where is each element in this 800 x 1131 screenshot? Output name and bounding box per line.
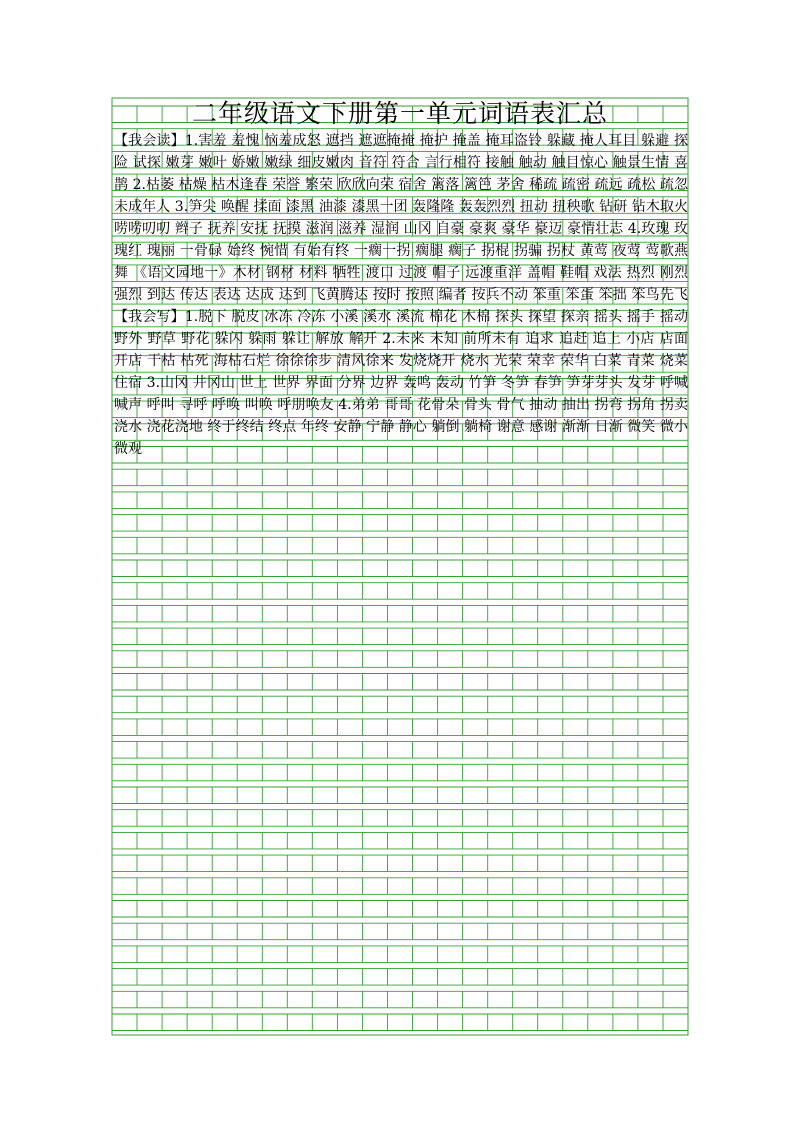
vocabulary-text: 【我会读】1.害羞 羞愧 恼羞成怒 遮挡 遮遮掩掩 掩护 掩盖 掩耳盗铃 躲藏 掩人耳目 躲避 探险 试探 嫩芽 嫩叶 娇嫩 嫩绿 细皮嫩肉 音符 符合 言行相符 接触 触动 触目惊心 触景生情 喜鹊 2.枯萎 枯燥 枯木逢春 荣誉 繁荣 欣欣向荣 宿舍 篱落 篱笆 茅舍 稀疏 疏密 疏远 疏松 疏忽 未成年人 3.笋尖 唤醒 揉面 漆黑 油漆 漆黑一团 轰隆隆 轰轰烈烈 扭动 扭秧歌 钻研 钻木取火 唠唠叨叨 辫子 抚养 安抚 抚摸 滋润 滋养 湿润 山冈 自豪 豪爽 豪华 豪迈 豪情壮志 4.玫瑰 玫瑰红 瑰丽 一骨碌 始终 惋惜 有始有终 一瘸一拐 瘸腿 瘸子 拐棍 拐骗 拐杖 黄莺 夜莺 莺歌燕舞 《语文园地一》木材 钢材 材料 牺牲 渡口 过渡 帽子 远渡重洋 盖帽 鞋帽 戏法 热烈 刚烈 强烈 到达 传达 表达 达成 达到 飞黄腾达 按时 按照 编者 按兵不动 笨重 笨蛋 笨拙 笨鸟先飞 【我会写】1.脱下 脱皮 冰冻 冷冻 小溪 溪水 溪流 棉花 木棉 探头 探望 探亲 摇头 摇手 摇动 野外 野草 野花 躲闪 躲雨 躲让 解放 解开 2.未来 未知 前所未有 追求 追赶 追上 小店 店面 开店 干枯 枯死 海枯石烂 徐徐徐步 清风徐来 发烧烧开 烧水 光荣 荣幸 荣华 白菜 青菜 烧菜 住宿 3.山冈 井冈山 世上 世界 界面 分界 边界 轰鸣 轰动 竹笋 冬笋 春笋 笋芽芽头 发芽 呼喊 喊声 呼叫 寻呼 呼唤 叫唤 呼朋唤友 4.弟弟 哥哥 花骨朵 骨头 骨气 抽动 抽出 拐弯 拐角 拐卖 浇水 浇花浇地 终于终结 终点 年终 安静 宁静 静心 躺倒 躺椅 谢意 感谢 渐渐 日渐 微笑 微小 微观 <box>114 133 688 457</box>
page-title: 二年级语文下册第一单元词语表汇总 <box>191 99 608 128</box>
